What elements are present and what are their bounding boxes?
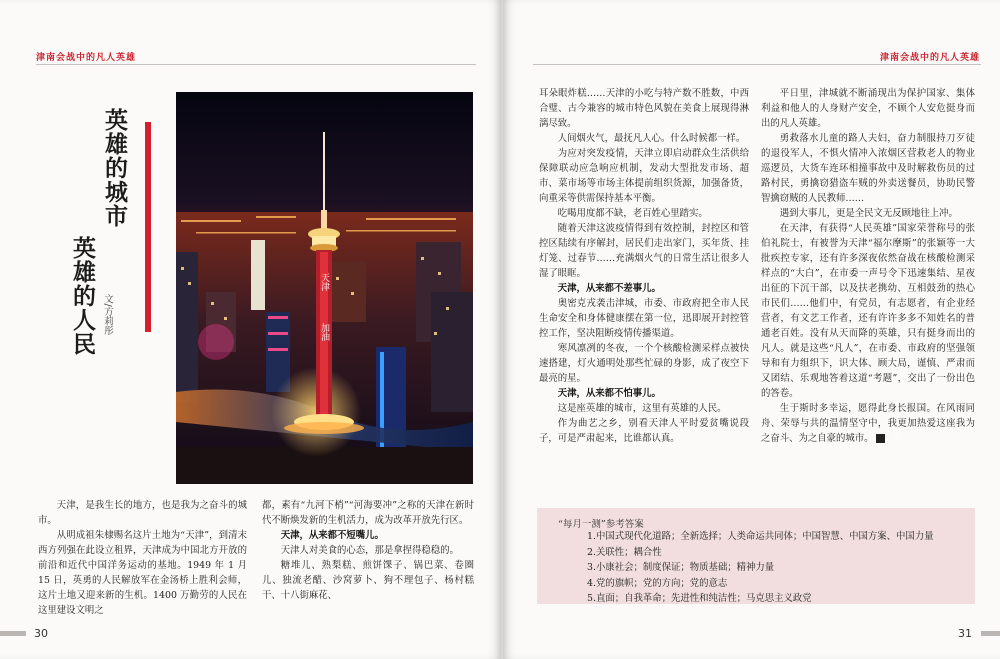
paragraph: 勇救落水儿童的路人夫妇，奋力制服持刀歹徒的退役军人，不惧火情冲入浓烟区营救老人的物业巡逻员，大货车连环相撞事故中及时解救伤员的过路村民，勇擒窃猎盗车贼的外卖送餐员，协助民警智擒窃贼的人民教师…… <box>761 133 975 204</box>
left-column-2 <box>262 498 474 603</box>
paragraph: 为应对突发疫情，天津立即启动群众生活供给保障联动应急响应机制，发动大型批发市场、超市、菜市场等市场主体提前组织货源，加强备货，向重采等供需保持基本平衡。 <box>539 148 749 204</box>
page-number: 30 <box>34 627 48 640</box>
paragraph: 奥密克戎袭击津城，市委、市政府把全市人民生命安全和身体健康摆在第一位，迅即展开封控管控工作，坚决阻断疫情传播渠道。 <box>539 298 749 339</box>
tower-sign-jiayou: 加油 <box>319 323 329 341</box>
list-item: 4.党的旗帜；党的方向；党的意志 <box>587 577 728 589</box>
list-item: 3.小康社会；制度保证；物质基础；精神力量 <box>587 562 775 573</box>
list-item: 2.关联性；耦合性 <box>587 546 662 558</box>
folio-bar <box>981 631 1000 636</box>
paragraph: 遇到大事儿，更是全民文无反顾地往上冲。 <box>779 208 958 219</box>
folio-bar <box>0 631 26 636</box>
page-number: 31 <box>958 627 972 640</box>
tianjin-tower-night-photo <box>176 92 473 484</box>
paragraph: 寒风凛冽的冬夜，一个个核酸检测采样点被快速搭建，灯火通明处那些忙碌的身影，成了夜空下最亮的星。 <box>539 343 749 384</box>
paragraph: 耳朵眼炸糕……天津的小吃与特产数不胜数，中西合璧、古今兼容的城市特色风貌在美食上展现得淋漓尽致。 <box>539 88 749 129</box>
paragraph: 作为曲艺之乡，别看天津人平时爱贫嘴说段子，可是严肃起来，比谁都认真。 <box>539 418 749 444</box>
header-rule <box>533 64 981 65</box>
answer-box-title: “每月一测”参考答案 <box>558 519 644 530</box>
end-mark-icon: 尾 <box>876 434 885 443</box>
answer-list <box>587 529 933 607</box>
paragraph: 天津人对美食的心态，那是拿捏得稳稳的。 <box>280 545 459 556</box>
paragraph: 吃喝用度都不缺，老百姓心里踏实。 <box>557 208 708 219</box>
paragraph: 糖堆儿、熟梨糕、煎饼馃子、锅巴菜、卷圈儿、独流老醋、沙窝萝卜、狗不理包子、杨村糕干、十八街麻花、 <box>262 560 474 601</box>
right-column-2 <box>761 86 975 446</box>
city-night-illustration <box>176 92 473 484</box>
title-accent-bar <box>145 122 151 332</box>
paragraph <box>761 401 975 446</box>
paragraph: 都，素有“九河下梢”“河海要冲”之称的天津在新时代不断焕发新的生机活力，成为改革开放先行区。 <box>262 500 474 526</box>
article-title-part1: 英雄的城市 <box>101 108 127 228</box>
paragraph-text: 生于斯时多幸运，愿得此身长报国。在风雨同舟、荣辱与共的温情坚守中，我更加热爱这座我为之奋斗、为之自豪的城市。 <box>761 403 975 444</box>
section-heading: 天津，从来都不短嘴儿。 <box>280 530 384 541</box>
paragraph: 在天津，有获得“人民英雄”国家荣誉称号的张伯礼院士，有被誉为天津“福尔摩斯”的张颖等一大批疾控专家，还有许多深夜依然奋战在核酸检测采样点的“大白”，在市委一声号令下迅速集结、星夜出征的下沉干部，以及扶老携幼、互相鼓劲的热心市民们……他们中，有党员，有志愿者，有企业经营者，有文艺工作者，还有许许多多不知姓名的普通老百姓。没有从天而降的英雄，只有挺身而出的凡人。就是这些“凡人”，在市委、市政府的坚强领导和有力组织下，识大体、顾大局，谨慎、严肃而又团结、乐观地答着这道“考题”，交出了一份出色的答卷。 <box>761 223 975 399</box>
list-item: 1.中国式现代化道路；全新选择；人类命运共同体；中国智慧、中国方案、中国力量 <box>587 531 934 542</box>
paragraph: 天津，是我生长的地方，也是我为之奋斗的城市。 <box>38 500 247 526</box>
section-heading: 天津，从来都不差事儿。 <box>557 283 661 294</box>
section-heading: 天津，从来都不怕事儿。 <box>557 388 661 399</box>
author-byline: 文/方莉彤 <box>102 294 113 336</box>
running-head: 津南会战中的凡人英雄 <box>879 53 980 63</box>
running-head: 津南会战中的凡人英雄 <box>36 53 137 63</box>
tower-sign-tianjin: 天津 <box>319 273 329 291</box>
right-column-1 <box>539 86 749 446</box>
paragraph: 人间烟火气，最抚凡人心。什么时候都一样。 <box>557 133 746 144</box>
paragraph: 从明成祖朱棣赐名这片土地为“天津”，到清末西方列强在此设立租界，天津成为中国北方开放的前沿和近代中国洋务运动的基地。1949 年 1 月 15 日，英勇的人民解放军在金汤桥上胜利会师，这片土地又迎来新的生机。1400 万勤劳的人民在这里建设文明之 <box>38 530 247 616</box>
article-title-part2: 英雄的人民 <box>69 236 95 356</box>
paragraph: 平日里，津城就不断涌现出为保护国家、集体利益和他人的人身财产安全，不顾个人安危挺身而出的凡人英雄。 <box>761 88 975 129</box>
paragraph: 这是座英雄的城市，这里有英雄的人民。 <box>557 403 727 414</box>
paragraph: 随着天津这波疫情得到有效控制，封控区和管控区陆续有序解封，居民们走出家门，买年货、挂灯笼、过春节……充满烟火气的日常生活让很多人湿了眼眶。 <box>539 223 749 279</box>
list-item: 5.直面；自我革命；先进性和纯洁性；马克思主义政党 <box>587 593 812 604</box>
right-page <box>503 0 1000 659</box>
left-column-1 <box>38 498 247 618</box>
header-rule <box>36 64 476 65</box>
